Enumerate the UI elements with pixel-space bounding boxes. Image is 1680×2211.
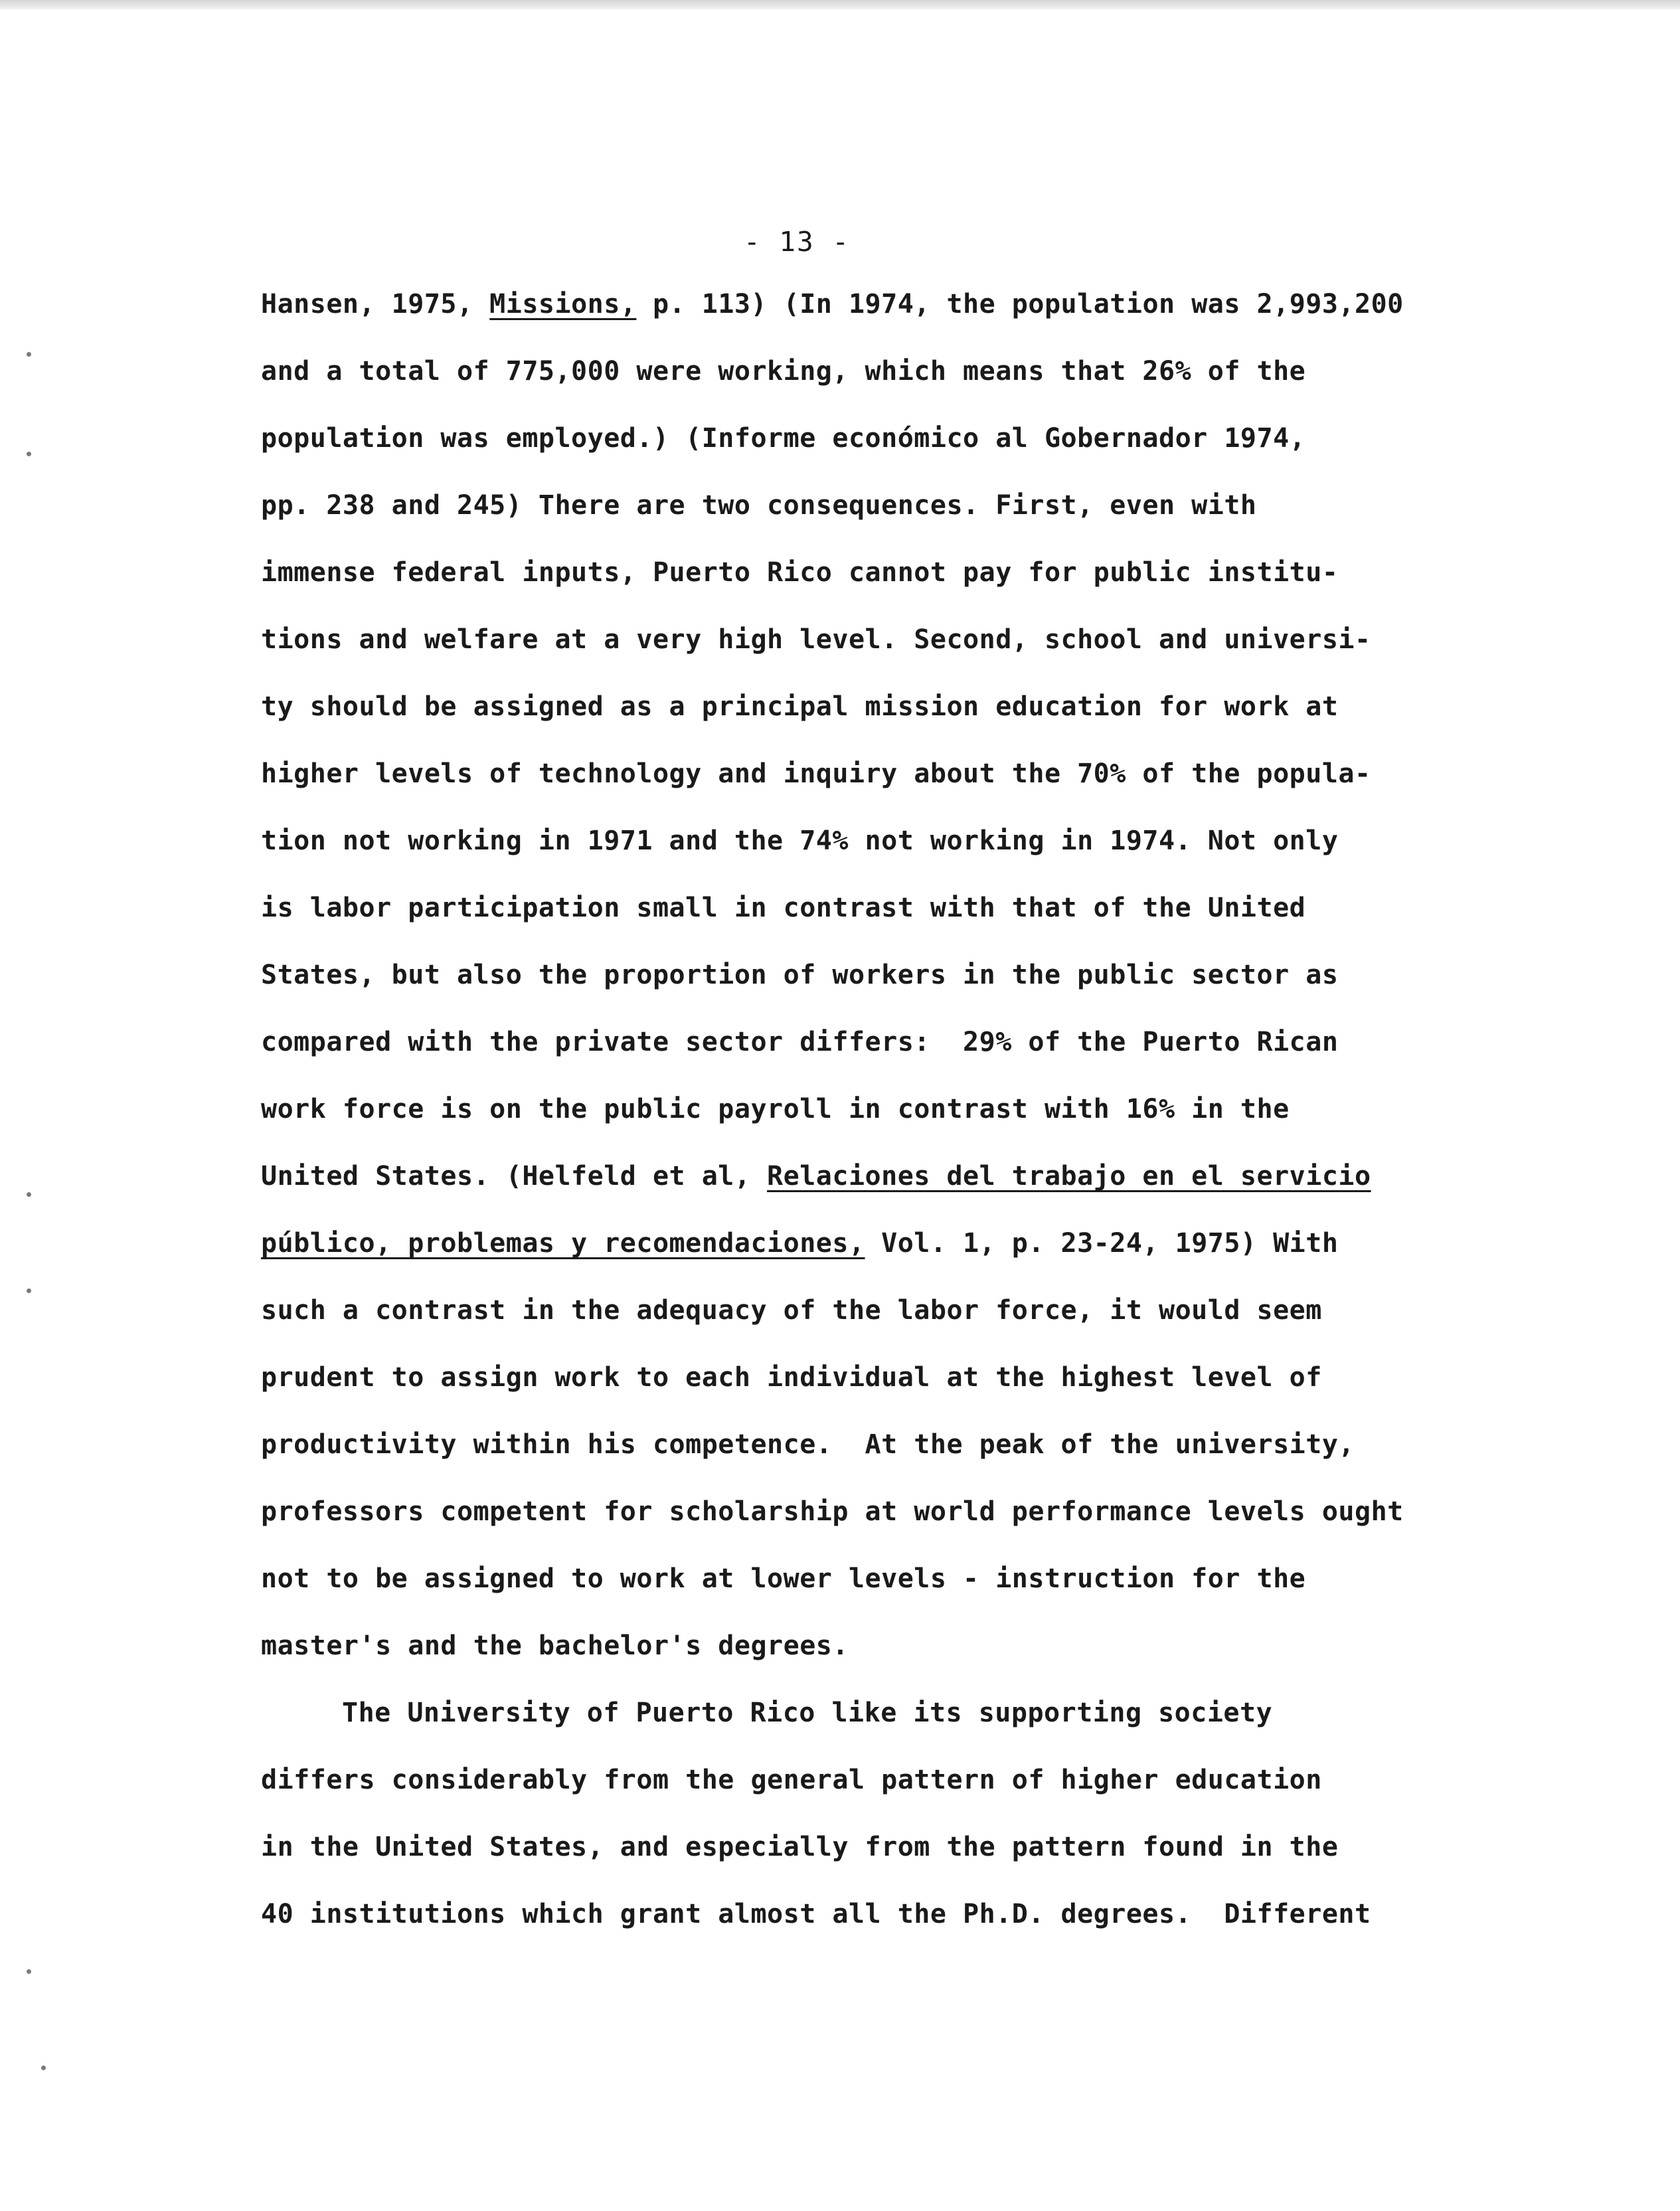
text-line: is labor participation small in contrast with that of the United [261,893,1306,923]
text-line: States, but also the proportion of workers in the public sector as [261,960,1339,990]
text-line: and a total of 775,000 were working, which means that 26% of the [261,356,1306,387]
page-number: - 13 - [744,226,851,258]
text-line: not to be assigned to work at lower levels - instruction for the [261,1563,1306,1594]
body-text [261,271,1456,1948]
text-line: público, problemas y recomendaciones, Vol. 1, p. 23-24, 1975) With [261,1228,1339,1259]
text-line: 40 institutions which grant almost all the Ph.D. degrees. Different [261,1899,1371,1929]
scan-speck [27,452,31,456]
scan-speck [27,1969,31,1974]
text-line: tions and welfare at a very high level. Second, school and universi- [261,624,1371,655]
text-line: compared with the private sector differs: 29% of the Puerto Rican [261,1027,1339,1057]
text-line: differs considerably from the general pattern of higher education [261,1765,1322,1795]
scan-speck [27,1192,31,1197]
text-line: tion not working in 1971 and the 74% not working in 1974. Not only [261,826,1339,856]
paragraph-first-line: The University of Puerto Rico like its supporting society [342,1698,1273,1728]
text-line: immense federal inputs, Puerto Rico cannot pay for public institu- [261,557,1339,588]
text-line: ty should be assigned as a principal mission education for work at [261,691,1339,722]
text-line: United States. (Helfeld et al, Relaciones del trabajo en el servicio [261,1161,1371,1192]
scan-speck [27,352,31,357]
text-line: in the United States, and especially from the pattern found in the [261,1832,1339,1862]
text-line: pp. 238 and 245) There are two consequences. First, even with [261,490,1257,521]
scan-edge [0,0,1680,9]
text-line: higher levels of technology and inquiry about the 70% of the popula- [261,758,1371,789]
text-line: work force is on the public payroll in contrast with 16% in the [261,1094,1290,1124]
text-line: master's and the bachelor's degrees. [261,1631,849,1661]
text-line: such a contrast in the adequacy of the labor force, it would seem [261,1295,1322,1326]
text-line: Hansen, 1975, Missions, p. 113) (In 1974, the population was 2,993,200 [261,289,1404,319]
text-line: prudent to assign work to each individual at the highest level of [261,1362,1322,1393]
scan-speck [27,1288,31,1293]
text-line: productivity within his competence. At the peak of the university, [261,1429,1355,1460]
scan-speck [41,2066,46,2070]
text-line: professors competent for scholarship at world performance levels ought [261,1496,1404,1527]
text-line: population was employed.) (Informe económico al Gobernador 1974, [261,423,1306,454]
